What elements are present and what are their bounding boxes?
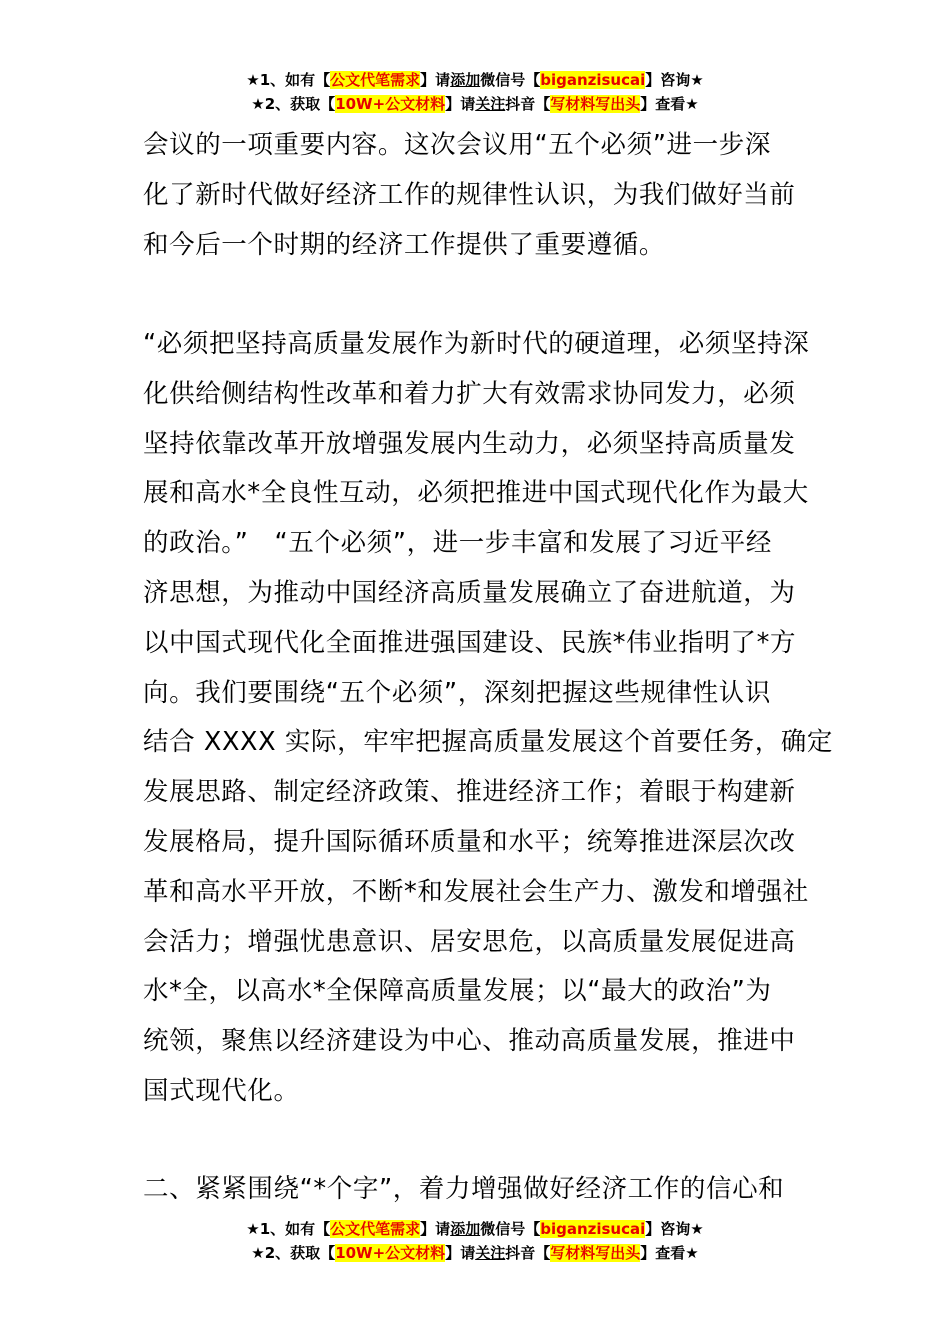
text-line: 结合 XXXX 实际，牢牢把握高质量发展这个首要任务，确定 bbox=[143, 727, 833, 758]
text-line: 国式现代化。 bbox=[143, 1075, 300, 1106]
text-line: 发展思路、制定经济政策、推进经济工作；着眼于构建新 bbox=[143, 777, 796, 808]
text-line: 水*全，以高水*全保障高质量发展；以“最大的政治”为 bbox=[143, 976, 772, 1007]
banner-text: ★2、获取【 bbox=[251, 1244, 336, 1262]
banner-text: 】请 bbox=[420, 1220, 451, 1238]
banner-text: 】咨询★ bbox=[645, 71, 704, 89]
text-line: 展和高水*全良性互动，必须把推进中国式现代化作为最大 bbox=[143, 478, 809, 509]
text-line: 会议的一项重要内容。这次会议用“五个必须”进一步深 bbox=[143, 130, 771, 160]
banner-highlight: 公文代笔需求 bbox=[330, 1220, 421, 1238]
paragraph-1 bbox=[143, 121, 807, 270]
text-line: 发展格局，提升国际循环质量和水平；统筹推进深层次改 bbox=[143, 826, 796, 857]
text-line: 向。我们要围绕“五个必须”，深刻把握这些规律性认识 bbox=[143, 677, 771, 708]
banner-underlined-text: 添加 bbox=[450, 71, 481, 89]
banner-underlined-text: 关注 bbox=[475, 1244, 506, 1262]
banner-highlight: 写材料写出头 bbox=[550, 95, 641, 113]
banner-line-2 bbox=[0, 1241, 950, 1265]
banner-text: 抖音【 bbox=[505, 1244, 551, 1262]
text-line: 化了新时代做好经济工作的规律性认识，为我们做好当前 bbox=[143, 179, 796, 210]
paragraph-2 bbox=[143, 320, 833, 1117]
banner-text: 】请 bbox=[445, 95, 476, 113]
text-line: 二、紧紧围绕“*个字”，着力增强做好经济工作的信心和 bbox=[143, 1174, 785, 1204]
banner-underlined-text: 添加 bbox=[450, 1220, 481, 1238]
text-line: 会活力；增强忧患意识、居安思危，以高质量发展促进高 bbox=[143, 926, 796, 957]
text-line: 化供给侧结构性改革和着力扩大有效需求协同发力，必须 bbox=[143, 378, 796, 409]
banner-text: 】请 bbox=[420, 71, 451, 89]
banner-text: 微信号【 bbox=[480, 71, 541, 89]
banner-text: 】请 bbox=[445, 1244, 476, 1262]
banner-text: 微信号【 bbox=[480, 1220, 541, 1238]
banner-highlight: 公文代笔需求 bbox=[330, 71, 421, 89]
text-line: 革和高水平开放，不断*和发展社会生产力、激发和增强社 bbox=[143, 876, 809, 907]
banner-text: 】查看★ bbox=[640, 95, 699, 113]
banner-underlined-text: 关注 bbox=[475, 95, 506, 113]
banner-highlight: biganzisucai bbox=[540, 1220, 646, 1238]
banner-text: 】咨询★ bbox=[645, 1220, 704, 1238]
text-line: 坚持依靠改革开放增强发展内生动力，必须坚持高质量发 bbox=[143, 428, 796, 459]
banner-line-1 bbox=[0, 1217, 950, 1241]
text-line: 以中国式现代化全面推进强国建设、民族*伟业指明了*方 bbox=[143, 627, 797, 658]
text-line: 和今后一个时期的经济工作提供了重要遵循。 bbox=[143, 229, 666, 260]
banner-line-2 bbox=[0, 92, 950, 116]
banner-text: ★2、获取【 bbox=[251, 95, 336, 113]
banner-highlight: biganzisucai bbox=[540, 71, 646, 89]
text-line: 统领，聚焦以经济建设为中心、推动高质量发展，推进中 bbox=[143, 1026, 796, 1057]
text-line: 的政治。” “五个必须”，进一步丰富和发展了习近平经 bbox=[143, 528, 772, 559]
banner-highlight: 10W+公文材料 bbox=[335, 95, 446, 113]
banner-text: ★1、如有【 bbox=[246, 71, 331, 89]
banner-text: ★1、如有【 bbox=[246, 1220, 331, 1238]
banner-highlight: 10W+公文材料 bbox=[335, 1244, 446, 1262]
banner-text: 】查看★ bbox=[640, 1244, 699, 1262]
banner-line-1 bbox=[0, 68, 950, 92]
section-heading bbox=[143, 1165, 807, 1215]
banner-text: 抖音【 bbox=[505, 95, 551, 113]
header-banner bbox=[0, 68, 950, 116]
banner-highlight: 写材料写出头 bbox=[550, 1244, 641, 1262]
text-line: “必须把坚持高质量发展作为新时代的硬道理，必须坚持深 bbox=[143, 329, 810, 359]
footer-banner bbox=[0, 1217, 950, 1265]
text-line: 济思想，为推动中国经济高质量发展确立了奋进航道，为 bbox=[143, 577, 796, 608]
